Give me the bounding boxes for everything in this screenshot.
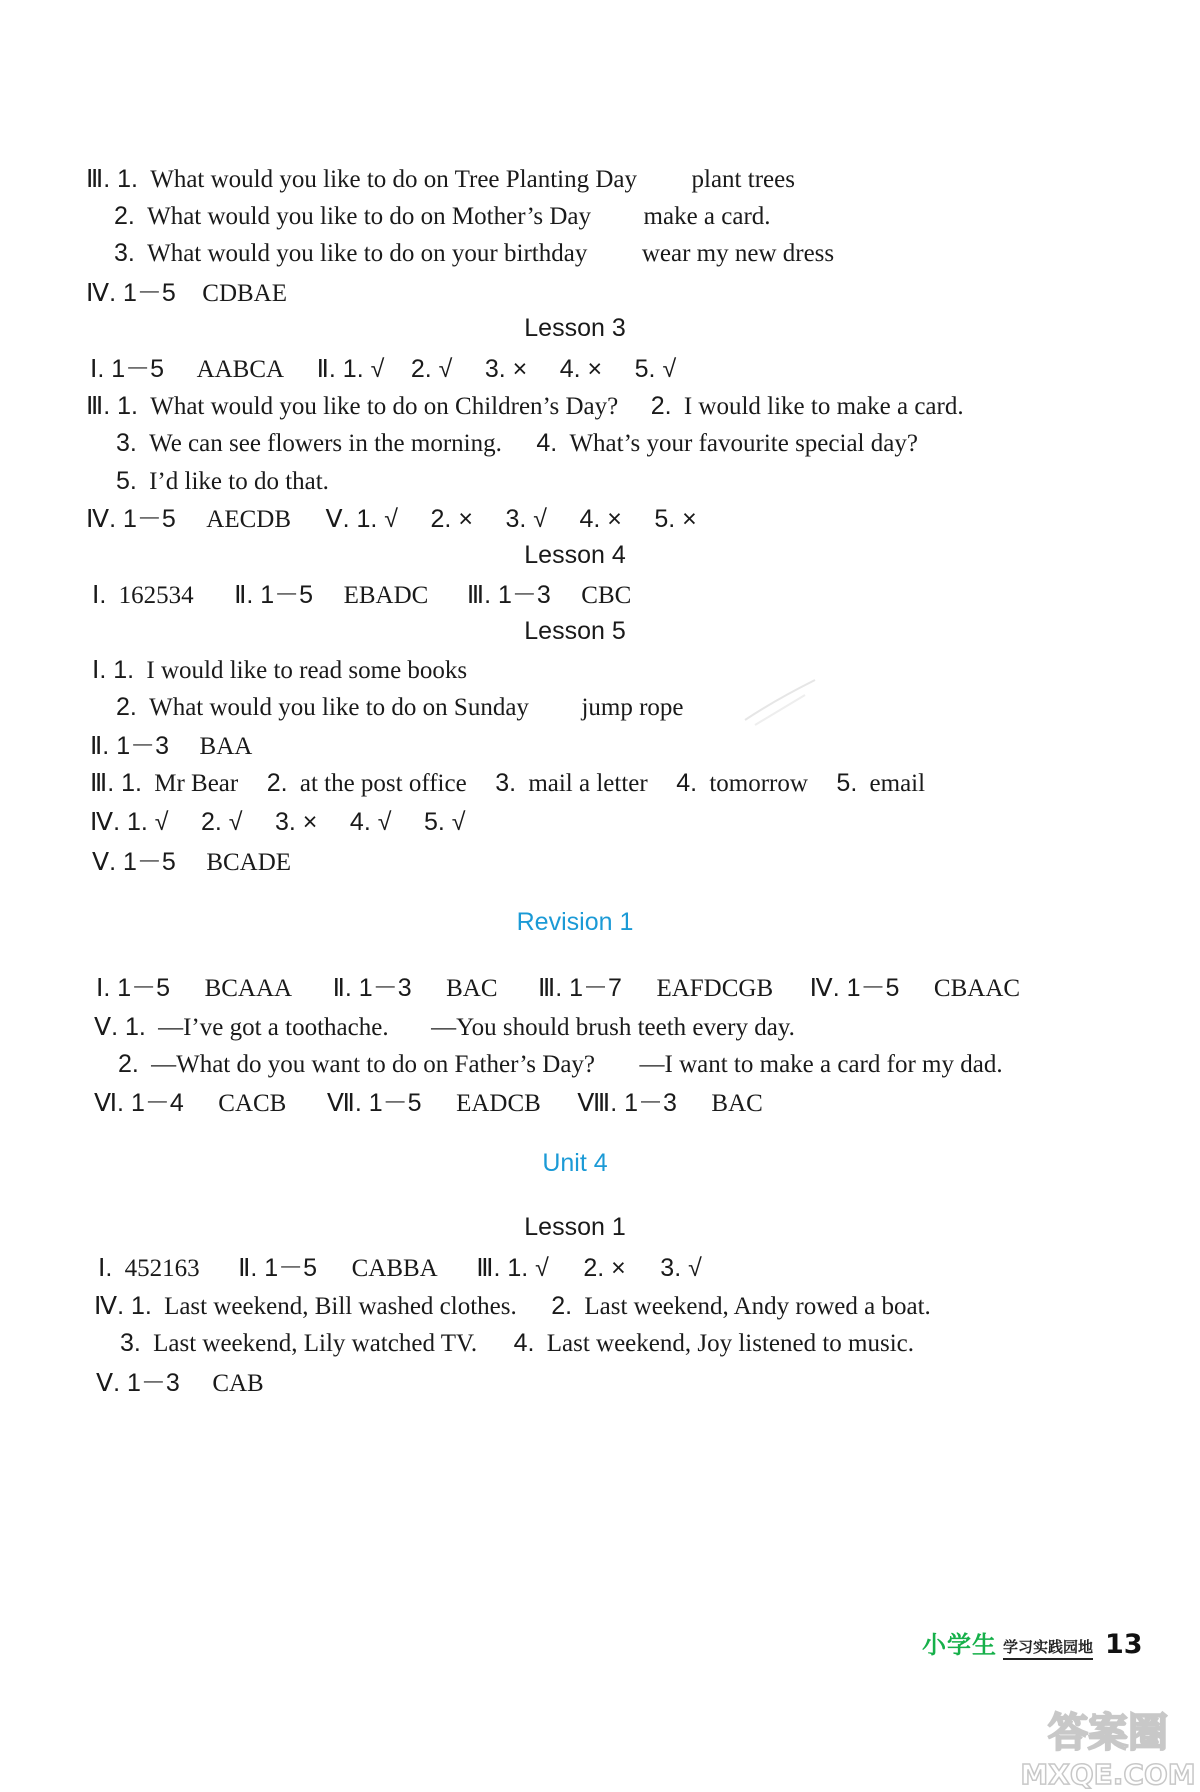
answer-line: 2. What would you like to do on Sunday jump rope [116,693,684,721]
answer-line: Ⅳ. 1. Last weekend, Bill washed clothes. 2. Last weekend, Andy rowed a boat. [94,1292,931,1320]
lesson-heading: Lesson 1 [524,1213,626,1241]
answer-line: Ⅰ. 1. I would like to read some books [92,656,468,684]
answer-line: 5. I’d like to do that. [116,467,329,495]
answer-line: Ⅲ. 1. What would you like to do on Children’s Day? 2. I would like to make a card. [86,392,964,420]
answer-line: Ⅰ. 1－5 AABCA Ⅱ. 1. √ 2. √ 3. × 4. × 5. √ [90,355,677,383]
lesson-heading: Lesson 4 [524,541,626,569]
answer-line: Ⅴ. 1. —I’ve got a toothache. —You should brush teeth every day. [94,1013,795,1041]
answer-line: 2. What would you like to do on Mother’s Day make a card. [114,202,771,230]
answer-line: Ⅴ. 1－5 BCADE [92,848,292,876]
answer-line: 3. What would you like to do on your birthday wear my new dress [114,239,835,267]
lesson-heading: Lesson 5 [524,617,626,645]
svg-text:答案圈: 答案圈 [1048,1710,1168,1756]
page-number: 13 [1105,1629,1143,1660]
answer-line: Ⅲ. 1. What would you like to do on Tree Planting Day plant trees [86,165,795,193]
answer-line: Ⅵ. 1－4 CACB Ⅶ. 1－5 EADCB Ⅷ. 1－3 BAC [94,1089,763,1117]
answer-line: 3. Last weekend, Lily watched TV. 4. Last weekend, Joy listened to music. [120,1329,915,1357]
section-heading: Revision 1 [516,908,634,936]
answer-line: Ⅳ. 1－5 AECDB Ⅴ. 1. √ 2. × 3. √ 4. × 5. × [86,505,697,533]
answer-line: Ⅳ. 1－5 CDBAE [86,279,288,307]
answer-line: Ⅲ. 1. Mr Bear 2. at the post office 3. mail a letter 4. tomorrow 5. email [90,769,926,797]
answer-line: Ⅰ. 452163 Ⅱ. 1－5 CABBA Ⅲ. 1. √ 2. × 3. √ [98,1254,702,1282]
brand-subtitle: 学习实践园地 [1003,1636,1093,1660]
answer-line: Ⅱ. 1－3 BAA [90,732,253,760]
svg-text:MXQE.COM: MXQE.COM [1020,1758,1196,1790]
brand-logo: 小学生 [922,1631,997,1659]
answer-line: 3. We can see flowers in the morning. 4. What’s your favourite special day? [116,429,918,457]
answer-line: 2. —What do you want to do on Father’s Day? —I want to make a card for my dad. [118,1050,1003,1078]
answer-line: Ⅰ. 162534 Ⅱ. 1－5 EBADC Ⅲ. 1－3 CBC [92,581,632,609]
answer-line: Ⅳ. 1. √ 2. √ 3. × 4. √ 5. √ [90,808,466,836]
unit-heading: Unit 4 [542,1149,608,1177]
watermark-logo [1018,1700,1198,1790]
page-footer [922,1624,1143,1660]
answer-line: Ⅰ. 1－5 BCAAA Ⅱ. 1－3 BAC Ⅲ. 1－7 EAFDCGB Ⅳ. 1－5 CBAAC [96,974,1021,1002]
lesson-heading: Lesson 3 [524,314,626,342]
answer-line: Ⅴ. 1－3 CAB [96,1369,264,1397]
pencil-smudge-icon [735,670,825,730]
